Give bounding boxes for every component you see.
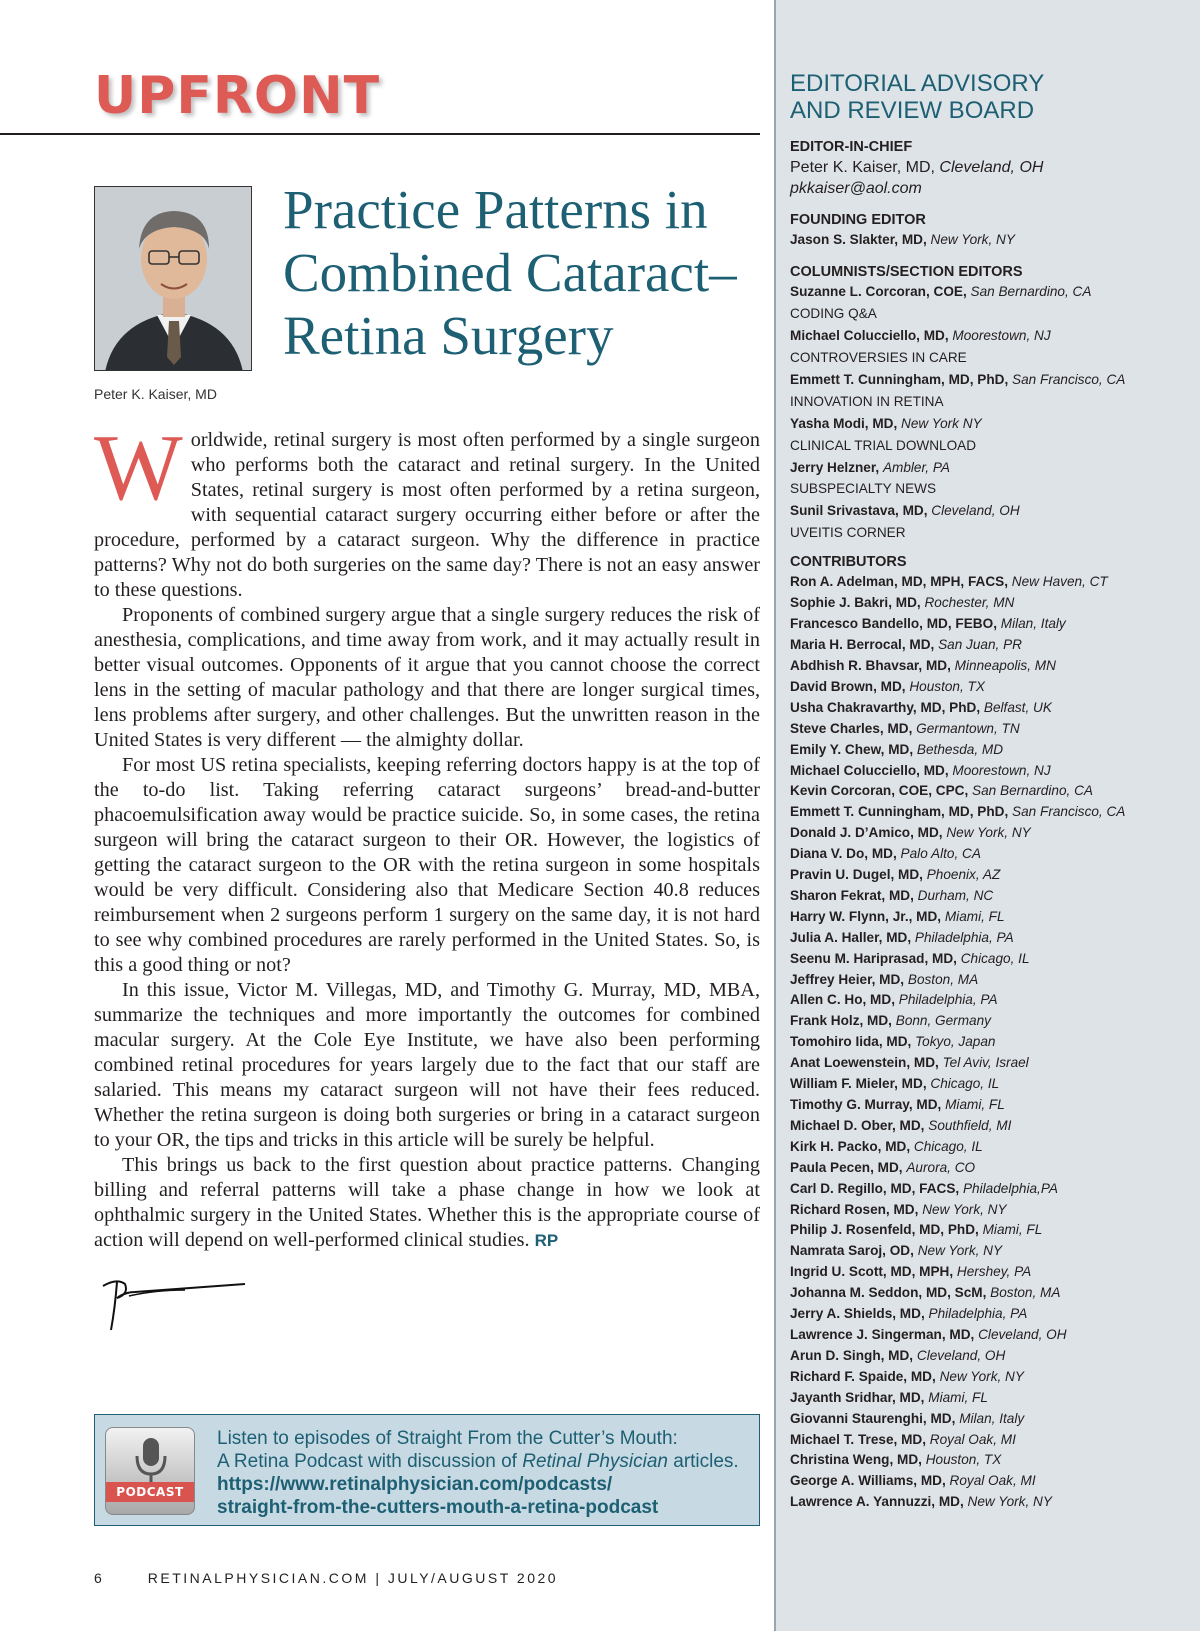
paragraph-5-text: This brings us back to the first question about practice patterns. Changing billing and referral patterns will take a phase change in how we look at ophthalmic surgery in the United States. Whether this is the appropriate course of action will depend on well-performed clinical studies.: [94, 1154, 760, 1251]
podcast-text: [217, 1427, 747, 1519]
contributor-location: Miami, FL: [982, 1222, 1043, 1238]
columnist-name-line: [790, 370, 1190, 391]
contributor-location: Miami, FL: [928, 1389, 988, 1405]
author-caption: Peter K. Kaiser, MD: [94, 386, 217, 402]
contributor-location: Boston, MA: [907, 971, 979, 987]
page-footer: [94, 1570, 558, 1586]
contributor-name: Usha Chakravarthy, MD, PhD,: [790, 699, 981, 715]
columnist-entry: [790, 414, 1190, 456]
contributor-location: Tel Aviv, Israel: [942, 1055, 1029, 1071]
contributor-name: Abdhish R. Bhavsar, MD,: [790, 657, 951, 673]
contributor-location: Cleveland, OH: [978, 1326, 1067, 1342]
columnist-section: CONTROVERSIES IN CARE: [790, 349, 967, 365]
contributor-location: Rochester, MN: [924, 595, 1015, 611]
contributor-name: Philip J. Rosenfeld, MD, PhD,: [790, 1222, 979, 1238]
contributor-name: Sharon Fekrat, MD,: [790, 887, 914, 903]
end-mark: RP: [534, 1231, 559, 1250]
contributor-entry: [790, 928, 1190, 949]
contributor-entry: [790, 844, 1190, 865]
paragraph-1-text: orldwide, retinal surgery is most often performed by a single surgeon who performs both the cataract and retinal surgery. In the United States, retinal surgery is most often performed by a retina surgeon, with sequential cataract surgery occurring either before or after the procedure, performed by a cataract surgeon. Why the difference in practice patterns? Why not do both surgeries on the same day? There is not an easy answer to these questions.: [94, 429, 760, 601]
contributor-name: Richard Rosen, MD,: [790, 1201, 919, 1217]
contributor-location: Philadelphia,PA: [962, 1180, 1058, 1196]
contributor-location: Miami, FL: [944, 908, 1005, 924]
contributor-name: Giovanni Staurenghi, MD,: [790, 1410, 956, 1426]
eic-entry: [790, 157, 1190, 178]
columnist-section: CLINICAL TRIAL DOWNLOAD: [790, 437, 977, 453]
contributor-entry: [790, 740, 1190, 761]
contributor-name: Richard F. Spaide, MD,: [790, 1368, 936, 1384]
contributor-entry: [790, 719, 1190, 740]
contributor-location: Durham, NC: [917, 887, 994, 903]
podcast-link-part-2[interactable]: straight-from-the-cutters-mouth-a-retina-podcast: [217, 1497, 659, 1518]
contributor-entry: [790, 1179, 1190, 1200]
signature: [95, 1268, 255, 1338]
eic-heading: EDITOR-IN-CHIEF: [790, 139, 913, 155]
contributor-location: New York, NY: [917, 1243, 1003, 1259]
contributor-name: Christina Weng, MD,: [790, 1452, 922, 1468]
contributor-location: Tokyo, Japan: [915, 1034, 996, 1050]
contributor-location: Chicago, IL: [913, 1138, 983, 1154]
contributor-location: San Francisco, CA: [1012, 804, 1126, 820]
contributor-location: Miami, FL: [945, 1097, 1005, 1112]
publication-footer: RETINALPHYSICIAN.COM | JULY/AUGUST 2020: [147, 1570, 559, 1586]
contributor-entry: [790, 1116, 1190, 1137]
contributor-name: Lawrence A. Yannuzzi, MD,: [790, 1494, 964, 1510]
contributor-entry: [790, 1409, 1190, 1430]
contributor-entry: [790, 1492, 1190, 1513]
contributor-name: Carl D. Regillo, MD, FACS,: [790, 1180, 960, 1196]
columnist-location: San Francisco, CA: [1012, 371, 1126, 387]
contributor-entry: [790, 1262, 1190, 1283]
columnist-name-line: [790, 458, 1190, 479]
contributor-location: Houston, TX: [909, 678, 985, 694]
contributor-name: George A. Williams, MD,: [790, 1473, 946, 1489]
contributor-entry: [790, 1346, 1190, 1367]
contributor-location: Royal Oak, MI: [949, 1473, 1036, 1489]
contributor-location: Belfast, UK: [983, 699, 1052, 715]
contributor-entry: [790, 1283, 1190, 1304]
contributor-name: Kevin Corcoran, COE, CPC,: [790, 783, 969, 799]
contributor-name: Donald J. D’Amico, MD,: [790, 825, 943, 841]
contributor-name: Ron A. Adelman, MD, MPH, FACS,: [790, 574, 1009, 590]
contributor-name: William F. Mieler, MD,: [790, 1076, 927, 1092]
paragraph-5: [94, 1153, 760, 1253]
contributor-entry: [790, 1074, 1190, 1095]
contributor-entry: [790, 698, 1190, 719]
contributor-entry: [790, 635, 1190, 656]
contributor-location: Chicago, IL: [960, 950, 1030, 966]
columnist-entry: [790, 501, 1190, 543]
columnist-location: Ambler, PA: [882, 459, 950, 475]
contributor-name: Michael D. Ober, MD,: [790, 1117, 925, 1133]
contributor-name: Emily Y. Chew, MD,: [790, 741, 914, 757]
columnist-name: Yasha Modi, MD,: [790, 415, 898, 431]
contributor-entry: [790, 572, 1190, 593]
contributor-location: Philadelphia, PA: [928, 1306, 1028, 1322]
contributor-entry: [790, 1388, 1190, 1409]
contributor-location: Bonn, Germany: [895, 1013, 991, 1029]
contributor-entry: [790, 781, 1190, 802]
contributor-entry: [790, 656, 1190, 677]
contributor-entry: [790, 593, 1190, 614]
columnists-list: [790, 282, 1190, 543]
contributor-entry: [790, 949, 1190, 970]
paragraph-3: For most US retina specialists, keeping referring doctors happy is at the top of the to-do list. Taking referring cataract surgeons’ bread-and-butter phacoemulsification away would be practice suicide. So, in some cases, the retina surgeon will bring the cataract surgeon to their OR. However, the logistics of getting the cataract surgeon to the OR with the retina surgeon in some hospitals would be very difficult. Considering also that Medicare Section 40.8 reduces reimbursement when 2 surgeons perform 1 surgery on the same day, it is not hard to see why combined procedures are rarely performed in the United States. So, is this a good thing or not?: [94, 754, 760, 976]
columnist-name: Jerry Helzner,: [790, 459, 880, 475]
contributor-name: Jerry A. Shields, MD,: [790, 1306, 925, 1322]
eic-location: Cleveland, OH: [939, 159, 1044, 176]
podcast-line-2: [217, 1450, 747, 1473]
contributor-entry: [790, 886, 1190, 907]
contributor-name: Jeffrey Heier, MD,: [790, 971, 905, 987]
contributor-name: Frank Holz, MD,: [790, 1013, 892, 1029]
founding-entry: [790, 230, 1190, 251]
contributor-entry: [790, 970, 1190, 991]
contributor-entry: [790, 1053, 1190, 1074]
contributor-entry: [790, 990, 1190, 1011]
columnist-section: INNOVATION IN RETINA: [790, 393, 944, 409]
contributor-entry: [790, 1304, 1190, 1325]
contributor-name: Lawrence J. Singerman, MD,: [790, 1326, 975, 1342]
contributor-name: Seenu M. Hariprasad, MD,: [790, 950, 957, 966]
contributor-entry: [790, 677, 1190, 698]
columnist-name: Suzanne L. Corcoran, COE,: [790, 283, 967, 299]
contributor-location: Boston, MA: [990, 1285, 1061, 1301]
columnist-entry: [790, 370, 1190, 412]
contributor-entry: [790, 1158, 1190, 1179]
author-portrait: [94, 186, 252, 371]
editorial-board-sidebar: [774, 0, 1200, 1631]
podcast-line-2-prefix: A Retina Podcast with discussion of: [217, 1451, 523, 1472]
contributor-location: Chicago, IL: [930, 1076, 1000, 1092]
contributor-entry: [790, 761, 1190, 782]
contributor-name: Johanna M. Seddon, MD, ScM,: [790, 1285, 987, 1301]
contributor-location: Royal Oak, MI: [929, 1431, 1016, 1447]
contributor-location: Southfield, MI: [928, 1117, 1012, 1133]
contributor-name: Anat Loewenstein, MD,: [790, 1055, 939, 1071]
contributor-name: David Brown, MD,: [790, 678, 906, 694]
contributor-location: San Juan, PR: [938, 637, 1022, 653]
contributor-name: Namrata Saroj, OD,: [790, 1243, 914, 1259]
contributor-name: Paula Pecen, MD,: [790, 1159, 903, 1175]
columnist-location: Moorestown, NJ: [952, 327, 1051, 343]
contributor-name: Michael Colucciello, MD,: [790, 762, 949, 778]
contributor-name: Pravin U. Dugel, MD,: [790, 867, 923, 883]
contributor-name: Harry W. Flynn, Jr., MD,: [790, 908, 942, 924]
columnist-location: New York NY: [901, 415, 982, 431]
columnist-section: UVEITIS CORNER: [790, 525, 906, 541]
contributor-location: New York, NY: [922, 1201, 1007, 1217]
contributor-name: Diana V. Do, MD,: [790, 846, 897, 862]
contributor-location: San Bernardino, CA: [972, 783, 1093, 799]
contributor-name: Maria H. Berrocal, MD,: [790, 637, 935, 653]
sidebar-title: [790, 70, 1190, 124]
contributor-entry: [790, 1095, 1190, 1116]
contributor-location: New Haven, CT: [1011, 574, 1108, 590]
contributor-location: Philadelphia, PA: [898, 992, 998, 1008]
contributor-entry: [790, 1220, 1190, 1241]
columnist-name-line: [790, 414, 1190, 435]
columnist-location: San Bernardino, CA: [970, 283, 1092, 299]
contributor-location: Cleveland, OH: [916, 1347, 1006, 1363]
contributor-name: Julia A. Haller, MD,: [790, 929, 912, 945]
columnist-name-line: [790, 501, 1190, 522]
podcast-link-part-1[interactable]: https://www.retinalphysician.com/podcasts/: [217, 1474, 613, 1495]
sidebar-title-line-1: EDITORIAL ADVISORY: [790, 70, 1045, 97]
contributor-name: Timothy G. Murray, MD,: [790, 1097, 942, 1112]
podcast-line-1: Listen to episodes of Straight From the Cutter’s Mouth:: [217, 1428, 678, 1449]
contributor-name: Emmett T. Cunningham, MD, PhD,: [790, 804, 1009, 820]
podcast-tag: PODCAST: [106, 1482, 194, 1502]
eic-email: pkkaiser@aol.com: [790, 180, 922, 197]
contributor-location: Hershey, PA: [956, 1264, 1032, 1280]
columnist-section: CODING Q&A: [790, 305, 877, 321]
contributor-entry: [790, 865, 1190, 886]
contributor-location: Philadelphia, PA: [914, 929, 1014, 945]
contributor-entry: [790, 1325, 1190, 1346]
contributor-entry: [790, 1450, 1190, 1471]
podcast-publication-name: Retinal Physician: [522, 1451, 668, 1472]
contributors-list: [790, 572, 1190, 1513]
contributor-location: Bethesda, MD: [916, 741, 1004, 757]
contributor-entry: [790, 802, 1190, 823]
contributor-entry: [790, 1200, 1190, 1221]
page-number: 6: [94, 1570, 102, 1586]
columnist-name: Michael Colucciello, MD,: [790, 327, 949, 343]
contributor-location: Phoenix, AZ: [926, 867, 1001, 883]
founding-location: New York, NY: [930, 232, 1015, 247]
contributor-name: Michael T. Trese, MD,: [790, 1431, 926, 1447]
contributor-entry: [790, 1032, 1190, 1053]
paragraph-1: [94, 416, 760, 603]
contributor-entry: [790, 823, 1190, 844]
contributor-location: New York, NY: [939, 1368, 1024, 1384]
columnist-location: Cleveland, OH: [931, 503, 1020, 519]
contributor-name: Francesco Bandello, MD, FEBO,: [790, 616, 997, 632]
contributor-name: Tomohiro Iida, MD,: [790, 1034, 912, 1050]
paragraph-2: Proponents of combined surgery argue that a single surgery reduces the risk of anesthesia, complications, and time away from work, and it may actually result in better visual outcomes. Opponents of it argue that you cannot choose the correct lens in the setting of macular pathology and that there are longer surgical times, lens problems after surgery, and other challenges. But the unwritten reason in the United States is very different — the almighty dollar.: [94, 604, 760, 751]
podcast-line-2-suffix: articles.: [667, 1451, 739, 1472]
founding-heading: FOUNDING EDITOR: [790, 212, 926, 228]
columnist-name: Emmett T. Cunningham, MD, PhD,: [790, 371, 1009, 387]
contributor-location: Milan, Italy: [1000, 616, 1066, 632]
eic-name: Peter K. Kaiser, MD,: [790, 159, 935, 176]
columnist-name-line: [790, 326, 1190, 347]
columnist-section: SUBSPECIALTY NEWS: [790, 481, 937, 497]
podcast-microphone-icon: [105, 1427, 195, 1515]
article-body: [94, 416, 760, 1253]
contributor-location: Moorestown, NJ: [952, 762, 1051, 778]
contributor-entry: [790, 1137, 1190, 1158]
contributor-location: New York, NY: [946, 825, 1031, 841]
contributor-location: Milan, Italy: [959, 1410, 1025, 1426]
sidebar-title-line-2: AND REVIEW BOARD: [790, 97, 1035, 124]
contributor-location: Aurora, CO: [906, 1159, 976, 1175]
columnist-name: Sunil Srivastava, MD,: [790, 503, 928, 519]
contributor-name: Arun D. Singh, MD,: [790, 1347, 914, 1363]
columnist-name-line: [790, 282, 1190, 303]
columnist-entry: [790, 458, 1190, 500]
contributor-entry: [790, 907, 1190, 928]
podcast-link[interactable]: [217, 1473, 747, 1519]
contributor-entry: [790, 1430, 1190, 1451]
section-label: UPFRONT: [94, 66, 381, 126]
contributor-location: Palo Alto, CA: [900, 846, 981, 862]
columnist-entry: [790, 282, 1190, 324]
contributor-name: Allen C. Ho, MD,: [790, 992, 895, 1008]
columnists-heading: COLUMNISTS/SECTION EDITORS: [790, 263, 1023, 280]
contributor-name: Ingrid U. Scott, MD, MPH,: [790, 1264, 954, 1280]
header-rule: [0, 133, 760, 135]
contributor-entry: [790, 1011, 1190, 1032]
contributor-entry: [790, 614, 1190, 635]
contributor-location: Germantown, TN: [916, 720, 1020, 736]
podcast-promo: [94, 1414, 760, 1526]
contributor-name: Jayanth Sridhar, MD,: [790, 1389, 925, 1405]
contributor-name: Steve Charles, MD,: [790, 720, 913, 736]
contributors-heading: CONTRIBUTORS: [790, 554, 907, 571]
contributor-entry: [790, 1241, 1190, 1262]
contributor-entry: [790, 1367, 1190, 1388]
contributor-location: New York, NY: [967, 1494, 1052, 1510]
columnist-entry: [790, 326, 1190, 368]
contributor-name: Sophie J. Bakri, MD,: [790, 595, 921, 611]
founding-name: Jason S. Slakter, MD,: [790, 232, 927, 247]
contributor-location: Houston, TX: [925, 1452, 1002, 1468]
drop-cap: W: [94, 416, 183, 520]
contributor-entry: [790, 1471, 1190, 1492]
article-title: Practice Patterns in Combined Cataract–Retina Surgery: [283, 179, 737, 366]
contributor-name: Kirk H. Packo, MD,: [790, 1138, 911, 1154]
paragraph-4: In this issue, Victor M. Villegas, MD, and Timothy G. Murray, MD, MBA, summarize the techniques and more importantly the outcomes for combined macular surgery. At the Cole Eye Institute, we have also been performing combined retinal procedures for years largely due to the fact that our staff are salaried. This means my cataract surgeon will not have their fees reduced. Whether the retina surgeon is doing both surgeries or bring in a cataract surgeon to your OR, the tips and tricks in this article will be surely be helpful.: [94, 979, 760, 1151]
contributor-location: Minneapolis, MN: [954, 657, 1056, 673]
